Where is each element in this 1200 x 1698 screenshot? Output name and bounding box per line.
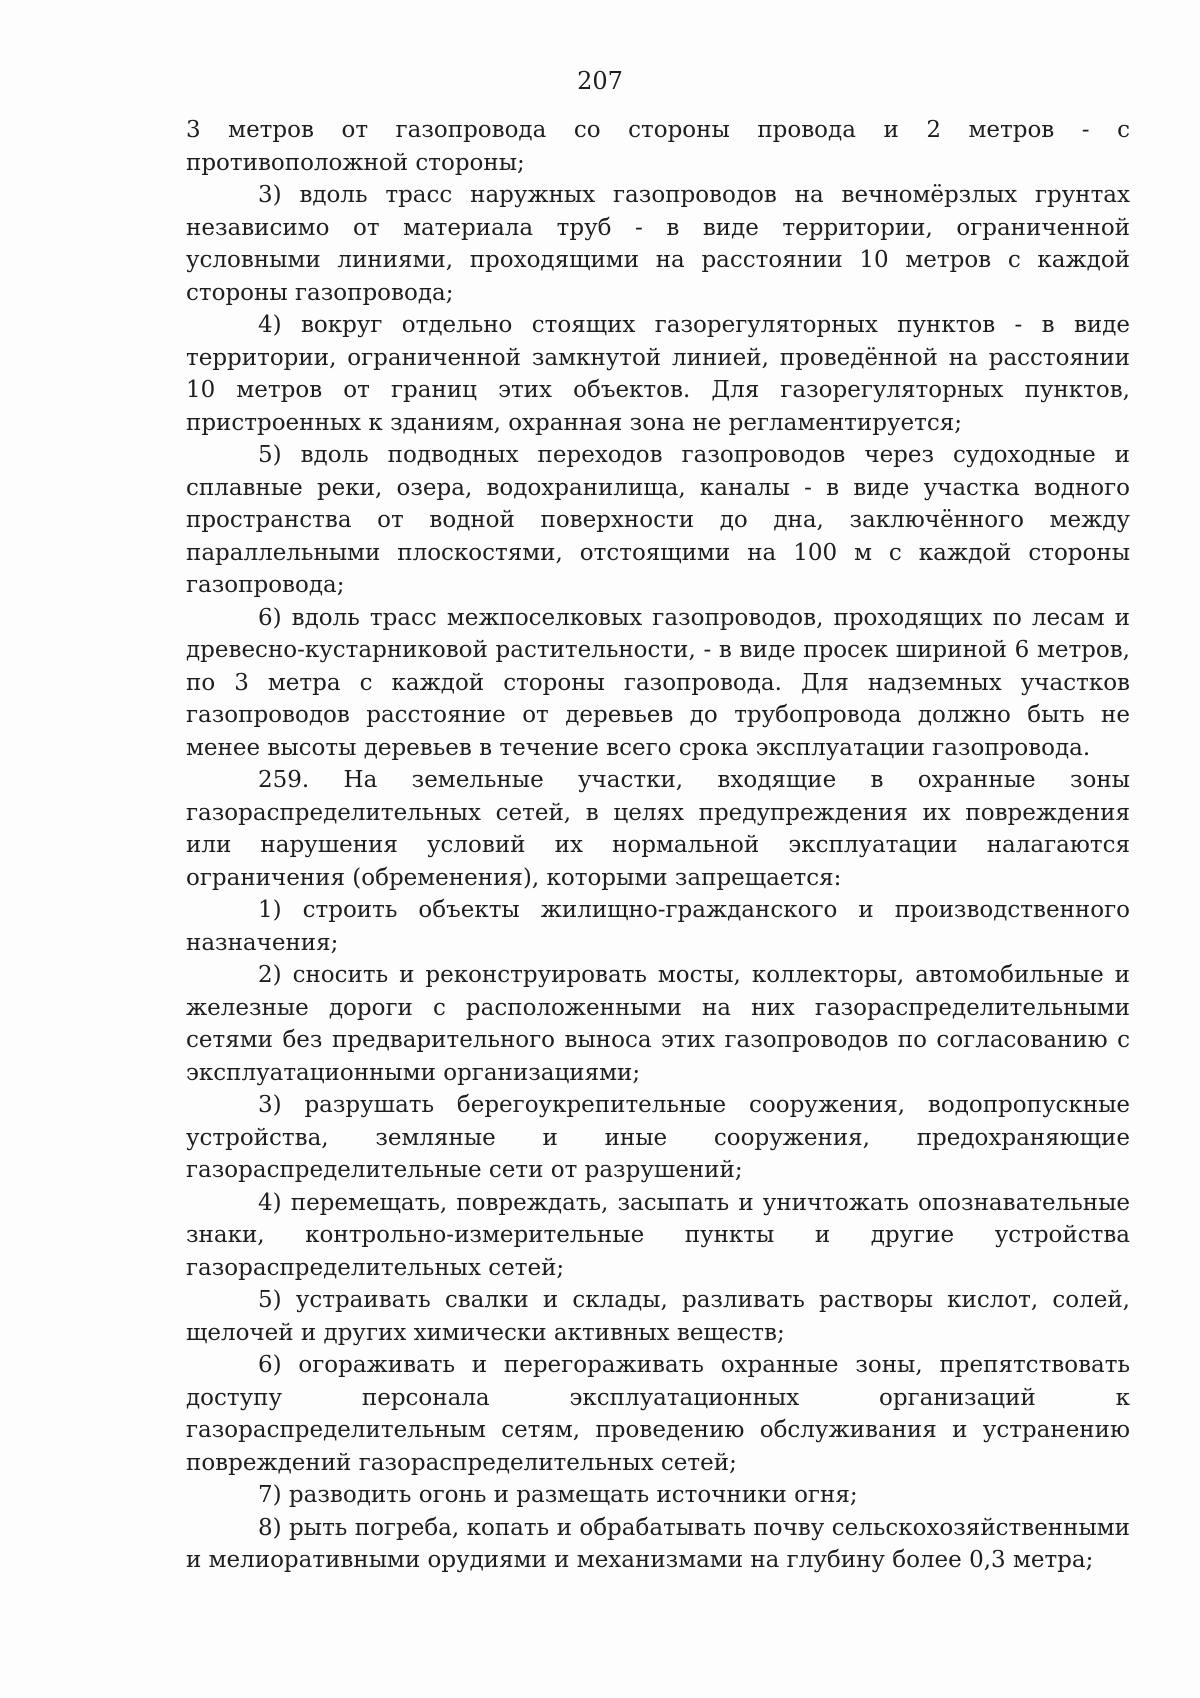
paragraph-item-5: 5) вдоль подводных переходов газопроводов через судоходные и сплавные реки, озера, водохранилища, каналы - в виде участка водного пространства от водной поверхности до дна, заключённого между параллельными плоскостями, отстоящими на 100 м с каждой стороны газопровода;: [186, 442, 1130, 598]
restriction-item-6: 6) огораживать и перегораживать охранные зоны, препятствовать доступу персонала эксплуатационных организаций к газораспределительным сетям, проведению обслуживания и устранению повреждений газораспределительных сетей;: [186, 1352, 1130, 1476]
restriction-item-8: 8) рыть погреба, копать и обрабатывать почву сельскохозяйственными и мелиоративными орудиями и механизмами на глубину более 0,3 метра;: [186, 1514, 1130, 1573]
restriction-item-4: 4) перемещать, повреждать, засыпать и уничтожать опознавательные знаки, контрольно-измерительные пункты и другие устройства газораспределительных сетей;: [186, 1189, 1130, 1281]
restriction-item-2: 2) сносить и реконструировать мосты, коллекторы, автомобильные и железные дороги с расположенными на них газораспределительными сетями без предварительного выноса этих газопроводов по согласованию с эксплуатационными организациями;: [186, 962, 1130, 1086]
paragraph-continuation: 3 метров от газопровода со стороны провода и 2 метров - с противоположной стороны;: [186, 117, 1130, 176]
restriction-item-7: 7) разводить огонь и размещать источники огня;: [258, 1482, 858, 1508]
restriction-item-3: 3) разрушать берегоукрепительные сооружения, водопропускные устройства, земляные и иные сооружения, предохраняющие газораспределительные сети от разрушений;: [186, 1092, 1130, 1183]
page-number: 207: [577, 67, 623, 95]
restriction-item-1: 1) строить объекты жилищно-гражданского и производственного назначения;: [186, 897, 1130, 956]
paragraph-item-3: 3) вдоль трасс наружных газопроводов на вечномёрзлых грунтах независимо от материала труб - в виде территории, ограниченной условными линиями, проходящими на расстоянии 10 метров с каждой стороны газопровода;: [186, 182, 1130, 306]
paragraph-item-6: 6) вдоль трасс межпоселковых газопроводов, проходящих по лесам и древесно-кустарниковой растительности, - в виде просек шириной 6 метров, по 3 метра с каждой стороны газопровода. Для надземных участков газопроводов расстояние от деревьев до трубопровода должно быть не менее высоты деревьев в течение всего срока эксплуатации газопровода.: [186, 604, 1130, 761]
paragraph-259: 259. На земельные участки, входящие в охранные зоны газораспределительных сетей, в целях предупреждения их повреждения или нарушения условий их нормальной эксплуатации налагаются ограничения (обременения), которыми запрещается:: [186, 767, 1130, 891]
paragraph-item-4: 4) вокруг отдельно стоящих газорегуляторных пунктов - в виде территории, ограниченной замкнутой линией, проведённой на расстоянии 10 метров от границ этих объектов. Для газорегуляторных пунктов, пристроенных к зданиям, охранная зона не регламентируется;: [186, 312, 1130, 436]
document-body: [186, 114, 1130, 1577]
restriction-item-5: 5) устраивать свалки и склады, разливать растворы кислот, солей, щелочей и других химически активных веществ;: [186, 1287, 1130, 1346]
